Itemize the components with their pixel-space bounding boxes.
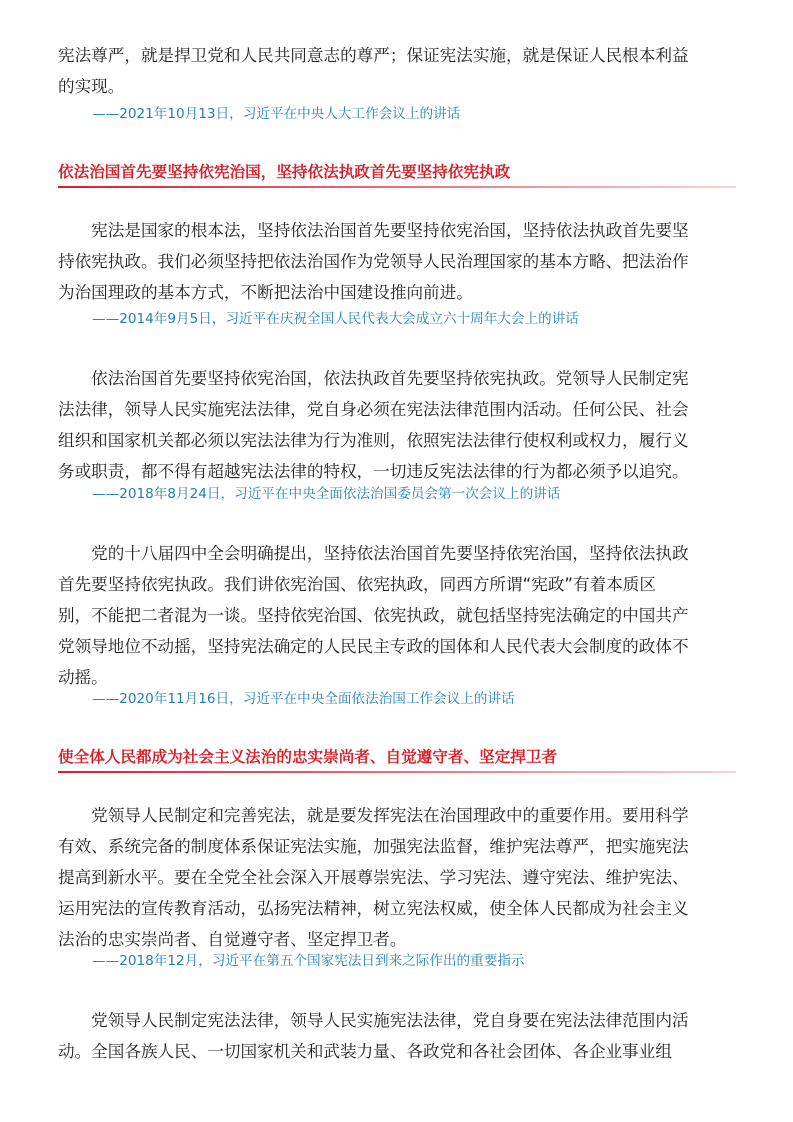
quote-paragraph-6	[58, 1005, 738, 1067]
text-line: 的实现。	[58, 77, 125, 96]
text-line: 党领导人民制定和完善宪法，就是要发挥宪法在治国理政中的重要作用。要用科学	[58, 806, 689, 825]
text-line: 为治国理政的基本方式，不断把法治中国建设推向前进。	[58, 283, 473, 302]
text-line: 党领导人民制定宪法法律，领导人民实施宪法法律，党自身要在宪法法律范围内活	[58, 1011, 689, 1030]
text-line: 依法治国首先要坚持依宪治国，依法执政首先要坚持依宪执政。党领导人民制定宪	[58, 369, 689, 388]
quote-source-3: ——2018年8月24日，习近平在中央全面依法治国委员会第一次会议上的讲话	[92, 486, 561, 502]
text-line: 法法律，领导人民实施宪法法律，党自身必须在宪法法律范围内活动。任何公民、社会	[58, 400, 689, 419]
quote-source-1: ——2021年10月13日，习近平在中央人大工作会议上的讲话	[92, 106, 461, 122]
text-line: 党领导地位不动摇，坚持宪法确定的人民民主专政的国体和人民代表大会制度的政体不	[58, 637, 689, 656]
text-line: 运用宪法的宣传教育活动，弘扬宪法精神，树立宪法权威，使全体人民都成为社会主义	[58, 899, 689, 918]
quote-paragraph-1	[58, 40, 738, 102]
text-line: 动摇。	[58, 668, 108, 687]
text-line: 动。全国各族人民、一切国家机关和武装力量、各政党和各社会团体、各企业事业组	[58, 1042, 672, 1061]
section-heading-2: 使全体人民都成为社会主义法治的忠实崇尚者、自觉遵守者、坚定捍卫者	[58, 748, 558, 766]
quote-paragraph-5	[58, 800, 738, 955]
quote-source-5: ——2018年12月，习近平在第五个国家宪法日到来之际作出的重要指示	[92, 953, 525, 969]
text-line: 持依宪执政。我们必须坚持把依法治国作为党领导人民治理国家的基本方略、把法治作	[58, 252, 689, 271]
text-line: 组织和国家机关都必须以宪法法律为行为准则，依照宪法法律行使权利或权力，履行义	[58, 431, 689, 450]
text-line: 提高到新水平。要在全党全社会深入开展尊崇宪法、学习宪法、遵守宪法、维护宪法、	[58, 868, 689, 887]
heading-underline	[58, 186, 736, 188]
text-line: 别，不能把二者混为一谈。坚持依宪治国、依宪执政，就包括坚持宪法确定的中国共产	[58, 606, 689, 625]
section-heading-1: 依法治国首先要坚持依宪治国，坚持依法执政首先要坚持依宪执政	[58, 163, 511, 181]
quote-paragraph-3	[58, 363, 738, 487]
text-line: 有效、系统完备的制度体系保证宪法实施，加强宪法监督，维护宪法尊严，把实施宪法	[58, 837, 689, 856]
heading-underline	[58, 771, 736, 773]
text-line: 宪法是国家的根本法，坚持依法治国首先要坚持依宪治国，坚持依法执政首先要坚	[58, 221, 689, 240]
quote-paragraph-2	[58, 215, 738, 308]
quote-paragraph-4	[58, 538, 738, 693]
text-line: 法治的忠实崇尚者、自觉遵守者、坚定捍卫者。	[58, 930, 407, 949]
text-line: 党的十八届四中全会明确提出，坚持依法治国首先要坚持依宪治国，坚持依法执政	[58, 544, 689, 563]
quote-source-4: ——2020年11月16日，习近平在中央全面依法治国工作会议上的讲话	[92, 691, 515, 707]
text-line: 宪法尊严，就是捍卫党和人民共同意志的尊严；保证宪法实施，就是保证人民根本利益	[58, 46, 689, 65]
text-line: 首先要坚持依宪执政。我们讲依宪治国、依宪执政，同西方所谓“宪政”有着本质区	[58, 575, 656, 594]
quote-source-2: ——2014年9月5日，习近平在庆祝全国人民代表大会成立六十周年大会上的讲话	[92, 311, 579, 327]
text-line: 务或职责，都不得有超越宪法法律的特权，一切违反宪法法律的行为都必须予以追究。	[58, 462, 689, 481]
